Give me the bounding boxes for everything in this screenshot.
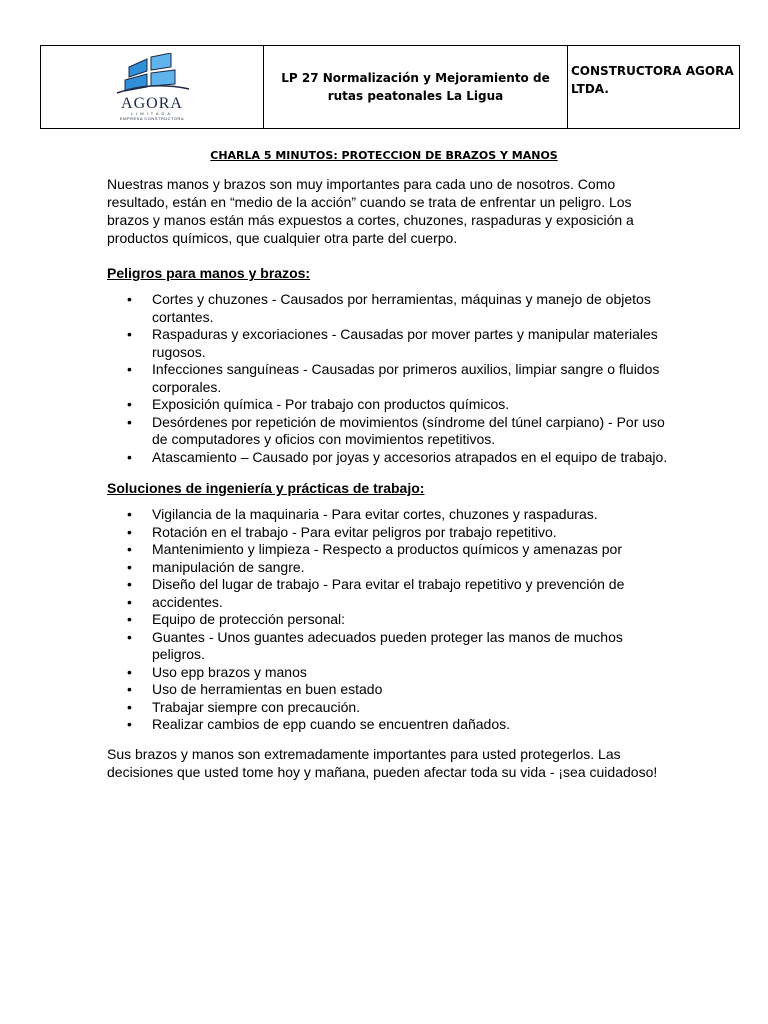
company-name: CONSTRUCTORA AGORA LTDA. (568, 46, 740, 129)
hazards-list (107, 291, 677, 466)
document-heading: CHARLA 5 MINUTOS: PROTECCION DE BRAZOS Y MANOS (210, 149, 558, 162)
section-hazards-title: Peligros para manos y brazos: (107, 265, 311, 281)
logo-windows-icon (107, 53, 197, 97)
list-item: • Realizar cambios de epp cuando se encuentren dañados. (107, 716, 677, 734)
list-item: • Uso de herramientas en buen estado (107, 681, 677, 699)
agora-logo (107, 53, 197, 123)
closing-paragraph: Sus brazos y manos son extremadamente importantes para usted protegerlos. Las decisiones que usted tome hoy y mañana, pueden afectar toda su vida - ¡sea cuidadoso! (107, 746, 658, 780)
section-solutions-title: Soluciones de ingeniería y prácticas de trabajo: (107, 480, 425, 496)
logo-wordmark: AGORA (121, 95, 183, 112)
list-item: • Atascamiento – Causado por joyas y accesorios atrapados en el equipo de trabajo. (107, 449, 677, 467)
list-item: • Raspaduras y excoriaciones - Causadas por mover partes y manipular materiales rugosos. (107, 326, 677, 361)
list-item: • Cortes y chuzones - Causados por herramientas, máquinas y manejo de objetos cortantes. (107, 291, 677, 326)
list-item: • Exposición química - Por trabajo con productos químicos. (107, 396, 677, 414)
list-item: • Infecciones sanguíneas - Causadas por primeros auxilios, limpiar sangre o fluidos corporales. (107, 361, 677, 396)
logo-cell (41, 46, 264, 129)
list-item: • Guantes - Unos guantes adecuados pueden proteger las manos de muchos peligros. (107, 629, 677, 664)
list-item: • Trabajar siempre con precaución. (107, 699, 677, 717)
intro-paragraph: Nuestras manos y brazos son muy importantes para cada uno de nosotros. Como resultado, están en “medio de la acción” cuando se trata de enfrentar un peligro. Los brazos y manos están más expuestos a cortes, chuzones, raspaduras y exposición a productos químicos, que cualquier otra parte del cuerpo. (107, 176, 634, 246)
project-title-cell (264, 46, 568, 129)
list-item: • Uso epp brazos y manos (107, 664, 677, 682)
logo-subtitle: LIMITADA (130, 111, 174, 116)
project-title: LP 27 Normalización y Mejoramiento de rutas peatonales La Ligua (281, 71, 550, 103)
list-item: • Rotación en el trabajo - Para evitar peligros por trabajo repetitivo. (107, 524, 677, 542)
list-item: • manipulación de sangre. (107, 559, 677, 577)
solutions-list (107, 506, 677, 734)
logo-tagline: EMPRESA CONSTRUCTORA (119, 116, 185, 121)
list-item: • Desórdenes por repetición de movimientos (síndrome del túnel carpiano) - Por uso de computadores y oficios con movimientos repetitivos. (107, 414, 677, 449)
list-item: • Diseño del lugar de trabajo - Para evitar el trabajo repetitivo y prevención de (107, 576, 677, 594)
list-item: • Mantenimiento y limpieza - Respecto a productos químicos y amenazas por (107, 541, 677, 559)
list-item: • accidentes. (107, 594, 677, 612)
list-item: • Equipo de protección personal: (107, 611, 677, 629)
list-item: • Vigilancia de la maquinaria - Para evitar cortes, chuzones y raspaduras. (107, 506, 677, 524)
document-header (40, 45, 740, 129)
